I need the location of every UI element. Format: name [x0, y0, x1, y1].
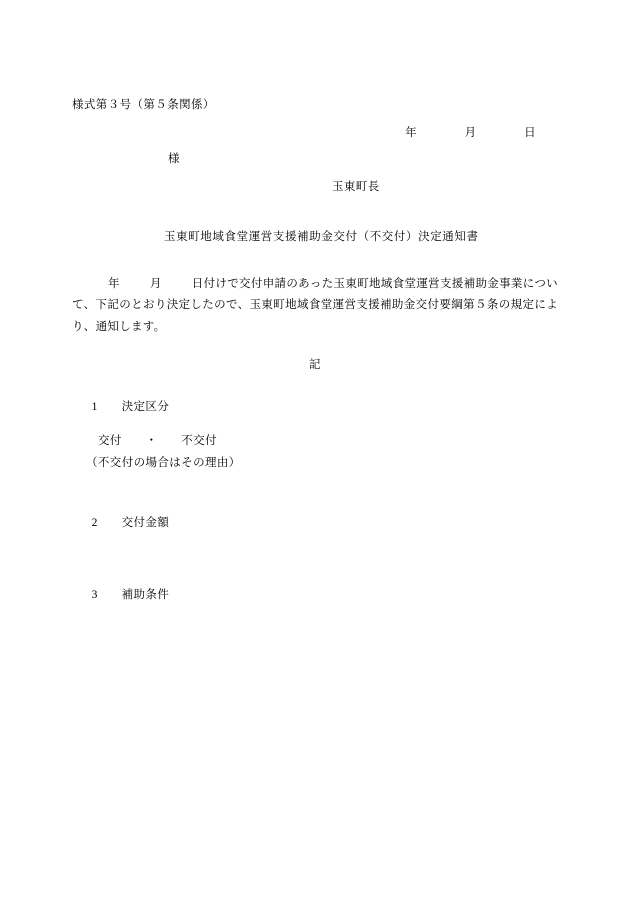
spacer-2 — [72, 542, 558, 560]
document-body — [72, 96, 558, 614]
item-1-number: 1 — [91, 400, 98, 413]
item-1-sub-2: （不交付の場合はその理由） — [86, 456, 241, 469]
item-3-number: 3 — [91, 588, 98, 601]
item-3-label: 補助条件 — [121, 588, 170, 601]
body-text-line2: ついて、下記のとおり決定したので、玉東町地域食堂運営支援補助金交付要綱第５条 — [72, 278, 558, 312]
item-2-label: 交付金額 — [121, 516, 170, 529]
item-1-sub-1: 交付 ・ 不交付 — [98, 434, 217, 447]
addressee-line: 様 — [168, 153, 180, 165]
document-title: 玉東町地域食堂運営支援補助金交付（不交付）決定通知書 — [164, 231, 479, 243]
spacer-1 — [72, 470, 558, 488]
form-number: 様式第３号（第５条関係） — [72, 99, 215, 111]
item-2 — [72, 502, 558, 542]
item-3 — [72, 574, 558, 614]
body-text-line3: の規定により、通知します。 — [72, 299, 558, 333]
date-line: 年 月 日 — [405, 127, 536, 139]
body-year-label: 年 — [108, 278, 120, 290]
ki-heading: 記 — [309, 358, 321, 371]
item-1 — [72, 386, 558, 426]
issuer-line: 玉東町長 — [332, 181, 380, 193]
body-paragraph — [72, 274, 558, 338]
body-text-rest: 日付けで交付申請のあった玉東町地域食堂運営支援補助金事業に — [191, 278, 535, 290]
item-2-number: 2 — [91, 516, 98, 529]
body-month-label: 月 — [149, 278, 162, 290]
item-1-label: 決定区分 — [121, 400, 170, 413]
